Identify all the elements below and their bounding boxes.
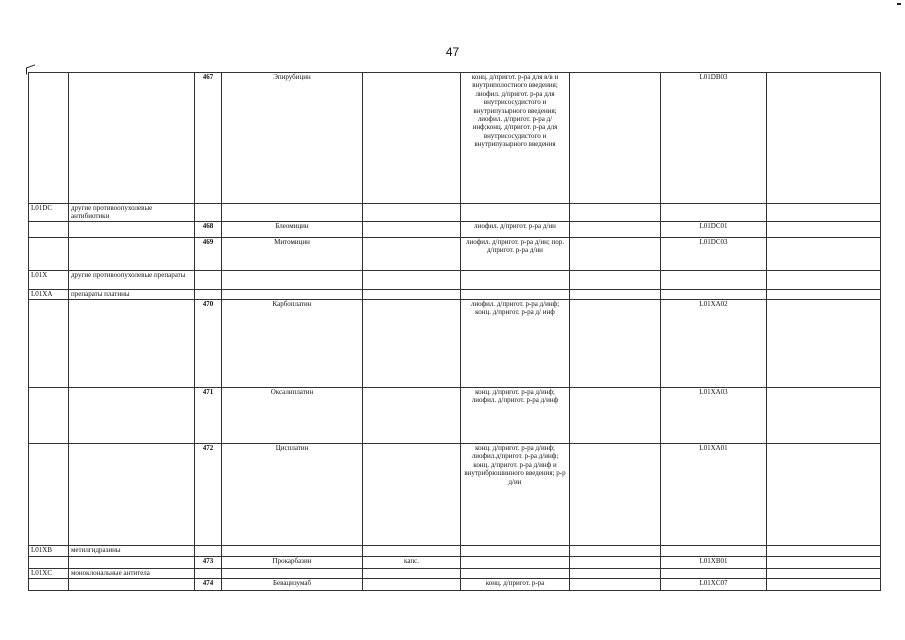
drug-name: Карбоплатин	[222, 300, 363, 388]
dosage-note	[363, 388, 461, 444]
extra-cell	[570, 388, 661, 444]
atc-code: L01XA03	[661, 388, 767, 444]
note-cell	[767, 569, 881, 579]
dosage-note	[363, 290, 461, 300]
note-cell	[767, 238, 881, 271]
table-row	[29, 204, 881, 222]
dosage-form	[461, 557, 570, 569]
dosage-note	[363, 444, 461, 546]
category-name	[69, 73, 195, 204]
drug-name: Митомицин	[222, 238, 363, 271]
dosage-note: капс.	[363, 557, 461, 569]
category-name: моноклональные антитела	[69, 569, 195, 579]
category-name: другие противоопухолевые препараты	[69, 271, 195, 290]
category-code	[29, 444, 69, 546]
note-cell	[767, 290, 881, 300]
table-row	[29, 569, 881, 579]
table-row	[29, 388, 881, 444]
item-number: 474	[195, 579, 222, 591]
dosage-note	[363, 569, 461, 579]
dosage-form: лиофил. д/пригот. р-ра д/инф; конц. д/пригот. р-ра д/ инф	[461, 300, 570, 388]
atc-code	[661, 290, 767, 300]
item-number	[195, 204, 222, 222]
item-number	[195, 290, 222, 300]
table-row	[29, 546, 881, 557]
category-code	[29, 300, 69, 388]
dosage-note	[363, 546, 461, 557]
extra-cell	[570, 569, 661, 579]
dosage-form	[461, 546, 570, 557]
category-code: L01XB	[29, 546, 69, 557]
extra-cell	[570, 238, 661, 271]
drug-name	[222, 569, 363, 579]
item-number: 470	[195, 300, 222, 388]
dosage-form	[461, 569, 570, 579]
drug-name: Бевацизумаб	[222, 579, 363, 591]
dosage-form: конц. д/пригот. р-ра для в/в и внутриполостного введения; лиофил. д/пригот. р-ра для внутрисосудистого и внутрипузырного введения; лиофил. д/пригот. р-ра д/инф;конц. д/пригот. р-ра для внутрисосудистого и внутрипузырного введения	[461, 73, 570, 204]
atc-code: L01XC07	[661, 579, 767, 591]
item-number: 467	[195, 73, 222, 204]
extra-cell	[570, 557, 661, 569]
note-cell	[767, 204, 881, 222]
page-number: 47	[445, 45, 460, 59]
dosage-form: конц. д/пригот. р-ра д/инф; лиофил.д/пригот. р-ра д/инф; конц. д/пригот. р-ра д/инф и внутрибрюшинного введения; р-р д/ин	[461, 444, 570, 546]
category-code	[29, 73, 69, 204]
table-row	[29, 271, 881, 290]
dosage-note	[363, 271, 461, 290]
table-row	[29, 73, 881, 204]
dosage-form: конц. д/пригот. р-ра	[461, 579, 570, 591]
atc-code: L01XB01	[661, 557, 767, 569]
item-number	[195, 271, 222, 290]
extra-cell	[570, 290, 661, 300]
category-code	[29, 238, 69, 271]
atc-code: L01DB03	[661, 73, 767, 204]
category-code: L01XA	[29, 290, 69, 300]
item-number: 468	[195, 222, 222, 238]
drug-name: Эпирубицин	[222, 73, 363, 204]
dosage-note	[363, 579, 461, 591]
category-name	[69, 579, 195, 591]
dosage-form	[461, 290, 570, 300]
item-number: 472	[195, 444, 222, 546]
dosage-form: лиофил. д/пригот. р-ра д/ин; пор. д/пригот. р-ра д/ин	[461, 238, 570, 271]
category-name: другие противоопухолевые антибиотики	[69, 204, 195, 222]
category-code	[29, 388, 69, 444]
drug-name: Прокарбазин	[222, 557, 363, 569]
atc-code	[661, 204, 767, 222]
category-name	[69, 222, 195, 238]
atc-code: L01XA01	[661, 444, 767, 546]
drug-name: Оксалиплатин	[222, 388, 363, 444]
item-number	[195, 546, 222, 557]
extra-cell	[570, 300, 661, 388]
note-cell	[767, 388, 881, 444]
extra-cell	[570, 271, 661, 290]
drug-name: Цисплатин	[222, 444, 363, 546]
table-row	[29, 579, 881, 591]
extra-cell	[570, 444, 661, 546]
note-cell	[767, 73, 881, 204]
dosage-note	[363, 238, 461, 271]
item-number: 473	[195, 557, 222, 569]
drug-name	[222, 290, 363, 300]
atc-code: L01DC03	[661, 238, 767, 271]
category-code	[29, 579, 69, 591]
category-code	[29, 557, 69, 569]
category-name: метилгидразины	[69, 546, 195, 557]
category-code: L01XC	[29, 569, 69, 579]
item-number: 471	[195, 388, 222, 444]
note-cell	[767, 222, 881, 238]
dosage-note	[363, 300, 461, 388]
extra-cell	[570, 73, 661, 204]
drug-name	[222, 271, 363, 290]
extra-cell	[570, 579, 661, 591]
dosage-note	[363, 222, 461, 238]
category-name	[69, 300, 195, 388]
dosage-form	[461, 204, 570, 222]
item-number	[195, 569, 222, 579]
drug-table	[28, 72, 881, 591]
table-row	[29, 238, 881, 271]
atc-code	[661, 546, 767, 557]
category-code: L01DC	[29, 204, 69, 222]
dosage-form: лиофил. д/пригот. р-ра д/ин	[461, 222, 570, 238]
note-cell	[767, 444, 881, 546]
note-cell	[767, 557, 881, 569]
item-number: 469	[195, 238, 222, 271]
drug-name: Блеомицин	[222, 222, 363, 238]
note-cell	[767, 271, 881, 290]
category-code	[29, 222, 69, 238]
dosage-form	[461, 271, 570, 290]
category-name	[69, 557, 195, 569]
note-cell	[767, 579, 881, 591]
atc-code	[661, 569, 767, 579]
atc-code: L01DC01	[661, 222, 767, 238]
category-name	[69, 238, 195, 271]
table-row	[29, 300, 881, 388]
table-row	[29, 222, 881, 238]
category-name	[69, 444, 195, 546]
extra-cell	[570, 546, 661, 557]
table-row	[29, 557, 881, 569]
dosage-note	[363, 73, 461, 204]
dosage-form: конц. д/пригот. р-ра д/инф; лиофил. д/пригот. р-ра д/инф	[461, 388, 570, 444]
table-body	[29, 73, 881, 591]
scan-edge-mark	[897, 3, 901, 5]
category-name	[69, 388, 195, 444]
category-name: препараты платины	[69, 290, 195, 300]
atc-code: L01XA02	[661, 300, 767, 388]
dosage-note	[363, 204, 461, 222]
table-row	[29, 444, 881, 546]
note-cell	[767, 300, 881, 388]
extra-cell	[570, 222, 661, 238]
extra-cell	[570, 204, 661, 222]
category-code: L01X	[29, 271, 69, 290]
note-cell	[767, 546, 881, 557]
drug-name	[222, 204, 363, 222]
atc-code	[661, 271, 767, 290]
table-row	[29, 290, 881, 300]
drug-name	[222, 546, 363, 557]
